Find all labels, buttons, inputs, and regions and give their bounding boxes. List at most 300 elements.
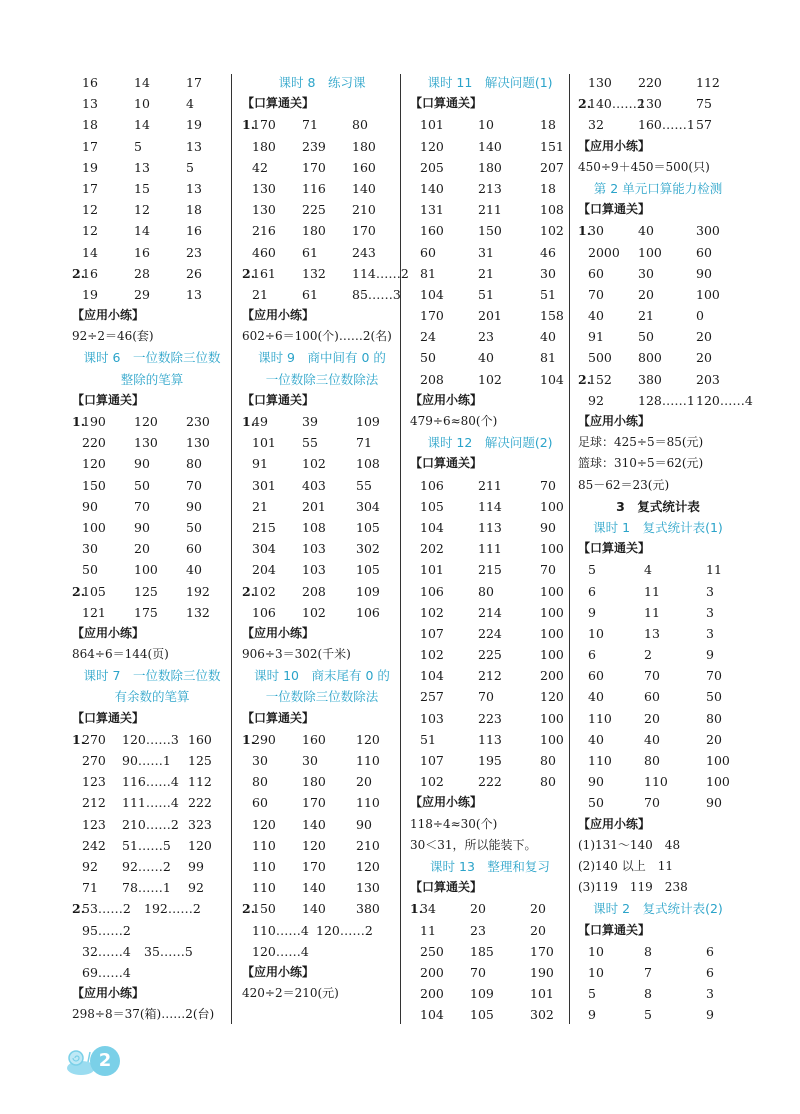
- answer-row: [72, 199, 232, 220]
- answer-cell: 130: [356, 880, 380, 896]
- answer-column-4: [578, 72, 753, 1025]
- answer-cell: 92: [588, 392, 604, 408]
- answer-column-2: [242, 72, 409, 1004]
- answer-cell: 116: [302, 180, 326, 196]
- answer-cell: 170: [252, 117, 276, 133]
- answer-cell: 17: [82, 180, 98, 196]
- section-label: 【应用小练】: [242, 625, 315, 640]
- answer-cell: 24: [420, 329, 436, 345]
- answer-cell: 110: [356, 795, 380, 811]
- item-number: [410, 983, 420, 1004]
- application-answer: 298÷8＝37(箱)……2(台): [72, 1007, 215, 1022]
- answer-cell: 9: [588, 1007, 596, 1023]
- answer-cell: 101: [530, 986, 554, 1002]
- answer-cell: 20: [134, 541, 150, 557]
- item-number: [410, 623, 420, 644]
- answer-cell: 105: [356, 562, 380, 578]
- answer-cell: 6: [588, 647, 596, 663]
- answer-cell: 60: [420, 244, 436, 260]
- application-answer: 92÷2＝46(套): [72, 329, 154, 344]
- answer-cell: 203: [696, 371, 720, 387]
- answer-cell: 92: [82, 858, 98, 874]
- answer-row: [72, 263, 232, 284]
- answer-cell: 30: [252, 753, 268, 768]
- answer-cell: 120: [356, 731, 380, 747]
- answer-row: [410, 157, 570, 178]
- answer-row: [578, 750, 738, 771]
- answer-cell: 110: [588, 753, 612, 768]
- answer-cell: 3: [706, 625, 714, 641]
- answer-cell: 110: [252, 858, 276, 874]
- item-number: [410, 708, 420, 729]
- answer-row: [242, 199, 402, 220]
- item-number: 1.: [72, 731, 86, 747]
- answer-cell: 110: [252, 880, 276, 896]
- item-number: [410, 665, 420, 686]
- answer-cell: 20: [696, 329, 712, 345]
- answer-cell: 18: [540, 180, 556, 196]
- answer-cell: 99: [188, 858, 204, 874]
- answer-cell: 160: [420, 223, 444, 239]
- answer-row: [72, 220, 232, 241]
- answer-cell: 90: [356, 816, 372, 832]
- section-label: 【应用小练】: [578, 816, 651, 831]
- section-label: 【应用小练】: [578, 138, 651, 153]
- answer-row: [410, 559, 570, 580]
- section-label: 【应用小练】: [72, 625, 145, 640]
- item-number: [72, 792, 82, 813]
- answer-row: [410, 750, 570, 771]
- answer-row: [578, 686, 738, 707]
- section-label: 【口算通关】: [410, 456, 483, 471]
- item-number: [242, 475, 252, 496]
- answer-cell: 301: [252, 477, 276, 493]
- answer-cell: 215: [252, 519, 276, 535]
- item-number: [578, 326, 588, 347]
- item-number: [410, 284, 420, 305]
- item-number: [578, 962, 588, 983]
- answer-cell: 195: [478, 753, 502, 768]
- answer-cell: 55: [302, 435, 318, 451]
- answer-cell: 216: [252, 223, 276, 239]
- answer-cell: 7: [644, 964, 652, 980]
- item-number: [242, 771, 252, 792]
- answer-cell: 114……2: [352, 265, 409, 281]
- item-number: [72, 136, 82, 157]
- answer-row: [410, 729, 570, 750]
- answer-cell: 32: [588, 117, 604, 133]
- answer-cell: 161: [252, 265, 276, 281]
- answer-cell: 102: [252, 583, 276, 599]
- application-answer: 30＜31，所以能装下。: [410, 837, 537, 852]
- answer-cell: 81: [540, 350, 556, 366]
- answer-cell: [316, 941, 386, 962]
- answer-cell: 106: [420, 477, 444, 493]
- item-number: [410, 750, 420, 771]
- answer-cell: 200: [420, 964, 444, 980]
- answer-cell: 104: [420, 668, 444, 684]
- test-heading: 第 2 单元口算能力检测: [593, 180, 723, 196]
- item-number: [72, 856, 82, 877]
- answer-row: [242, 877, 402, 898]
- answer-row: [72, 114, 232, 135]
- answer-cell: 101: [420, 562, 444, 578]
- answer-cell: 208: [420, 371, 444, 387]
- answer-cell: 107: [420, 753, 444, 768]
- answer-row: [242, 581, 402, 602]
- item-number: [410, 1004, 420, 1025]
- answer-row: [578, 326, 738, 347]
- answer-cell: 160: [302, 731, 326, 747]
- answer-cell: 130: [638, 96, 662, 112]
- answer-row: [578, 602, 738, 623]
- answer-row: [72, 242, 232, 263]
- answer-cell: 70: [588, 286, 604, 302]
- answer-row: [410, 305, 570, 326]
- answer-row: [578, 729, 738, 750]
- lesson-heading: 课时 6 一位数除三位数: [83, 350, 221, 366]
- answer-cell: 19: [186, 117, 202, 133]
- answer-cell: 40: [540, 329, 556, 345]
- answer-cell: 90: [82, 498, 98, 514]
- answer-cell: 222: [188, 795, 212, 811]
- answer-cell: 40: [588, 731, 604, 747]
- item-number: [410, 920, 420, 941]
- application-answer: 118÷4≈30(个): [410, 816, 498, 831]
- answer-cell: 120: [420, 138, 444, 154]
- item-number: [410, 517, 420, 538]
- answer-cell: 131: [420, 202, 444, 218]
- answer-row: [72, 475, 232, 496]
- answer-row: [242, 814, 402, 835]
- answer-row: [578, 644, 738, 665]
- answer-row: [72, 517, 232, 538]
- section-label: 【应用小练】: [410, 795, 483, 810]
- answer-cell: 34: [420, 901, 436, 917]
- answer-cell: 152: [588, 371, 612, 387]
- answer-cell: 9: [706, 1007, 714, 1023]
- answer-cell: 60: [696, 244, 712, 260]
- answer-row: [578, 1004, 738, 1025]
- item-number: [578, 72, 588, 93]
- item-number: [242, 792, 252, 813]
- item-number: [242, 750, 252, 771]
- answer-cell: 323: [188, 816, 212, 832]
- answer-cell: 170: [352, 223, 376, 239]
- item-number: 1.: [242, 117, 256, 133]
- answer-row: [578, 220, 738, 241]
- answer-cell: 111……4: [122, 795, 179, 811]
- answer-cell: 19: [82, 159, 98, 175]
- item-number: [72, 771, 82, 792]
- answer-row: [410, 347, 570, 368]
- answer-cell: 11: [420, 922, 436, 938]
- answer-cell: 109: [356, 583, 380, 599]
- answer-cell: 201: [302, 498, 326, 514]
- answer-cell: 70: [706, 668, 722, 684]
- answer-row: [72, 559, 232, 580]
- answer-cell: 220: [82, 435, 106, 451]
- answer-row: [578, 72, 738, 93]
- answer-row: [242, 453, 402, 474]
- item-number: [578, 390, 588, 411]
- answer-cell: 170: [302, 795, 326, 811]
- answer-cell: 5: [588, 986, 596, 1002]
- answer-cell: 302: [356, 541, 380, 557]
- item-number: [578, 665, 588, 686]
- item-number: 2.: [578, 371, 592, 387]
- answer-cell: 100: [706, 774, 730, 790]
- section-label: 【口算通关】: [242, 96, 315, 111]
- answer-cell: 90: [134, 456, 150, 472]
- answer-cell: 103: [420, 710, 444, 726]
- answer-cell: 104: [420, 519, 444, 535]
- answer-cell: 90: [134, 519, 150, 535]
- answer-row: [410, 1004, 570, 1025]
- answer-cell: 116……4: [122, 774, 179, 790]
- answer-cell: 120……2: [316, 922, 373, 938]
- answer-cell: 46: [540, 244, 556, 260]
- answer-cell: 140……2: [588, 96, 645, 112]
- answer-cell: 121: [82, 604, 106, 620]
- answer-cell: 151: [540, 138, 564, 154]
- answer-cell: 70: [540, 562, 556, 578]
- section-label: 【应用小练】: [578, 414, 651, 428]
- item-number: [72, 814, 82, 835]
- answer-row: [578, 390, 753, 411]
- answer-cell: 61: [302, 244, 318, 260]
- answer-cell: 100: [706, 753, 730, 768]
- answer-cell: 132: [302, 265, 326, 281]
- item-number: [72, 242, 82, 263]
- item-number: [242, 220, 252, 241]
- answer-row: [410, 581, 570, 602]
- answer-row: [72, 750, 232, 771]
- answer-cell: 120……3: [122, 731, 179, 747]
- item-number: [242, 835, 252, 856]
- answer-cell: 108: [302, 519, 326, 535]
- answer-cell: 110……4: [252, 922, 309, 938]
- answer-cell: 12: [134, 202, 150, 218]
- answer-cell: 130: [252, 180, 276, 196]
- answer-row: [72, 898, 232, 919]
- answer-cell: 40: [186, 562, 202, 578]
- answer-cell: 90: [706, 795, 722, 811]
- answer-cell: 70: [478, 689, 494, 705]
- answer-row: [410, 263, 570, 284]
- answer-cell: 113: [478, 519, 502, 535]
- answer-cell: 132: [186, 604, 210, 620]
- answer-row: [578, 623, 738, 644]
- answer-cell: 23: [186, 244, 202, 260]
- answer-row: [578, 284, 738, 305]
- item-number: [578, 559, 588, 580]
- section-label: 【应用小练】: [72, 986, 145, 1001]
- answer-cell: 4: [186, 96, 194, 112]
- item-number: [578, 263, 588, 284]
- answer-cell: 102: [302, 456, 326, 472]
- answer-cell: 239: [302, 138, 326, 154]
- answer-cell: 270: [82, 731, 106, 747]
- answer-row: [578, 581, 738, 602]
- answer-cell: 70: [470, 964, 486, 980]
- answer-cell: 120: [82, 456, 106, 472]
- answer-cell: 90: [186, 498, 202, 514]
- answer-row: [72, 856, 232, 877]
- answer-cell: 50: [420, 350, 436, 366]
- answer-column-3: [410, 72, 570, 1025]
- answer-cell: 42: [252, 159, 268, 175]
- answer-cell: 180: [478, 159, 502, 175]
- item-number: [578, 771, 588, 792]
- item-number: [410, 475, 420, 496]
- answer-cell: 800: [638, 350, 662, 366]
- answer-cell: 210: [352, 202, 376, 218]
- answer-row: [242, 475, 402, 496]
- answer-cell: 4: [644, 562, 652, 578]
- answer-cell: 60: [186, 541, 202, 557]
- answer-cell: 100: [638, 244, 662, 260]
- item-number: 1.: [242, 414, 256, 429]
- item-number: [578, 114, 588, 135]
- item-number: [242, 432, 252, 453]
- item-number: [410, 686, 420, 707]
- answer-cell: 11: [644, 604, 660, 620]
- answer-cell: 53……2: [82, 901, 131, 917]
- section-label: 【口算通关】: [410, 96, 483, 111]
- answer-cell: 107: [420, 625, 444, 641]
- item-number: [242, 602, 252, 623]
- answer-cell: 304: [252, 541, 276, 557]
- answer-cell: 71: [82, 880, 98, 896]
- section-label: 【应用小练】: [72, 308, 145, 323]
- item-number: [72, 199, 82, 220]
- answer-cell: 80: [644, 753, 660, 768]
- answer-row: [410, 496, 570, 517]
- answer-cell: 100: [540, 583, 564, 599]
- answer-cell: 100: [540, 498, 564, 514]
- item-number: [72, 517, 82, 538]
- answer-cell: 100: [540, 731, 564, 747]
- answer-cell: 71: [356, 435, 372, 451]
- answer-row: [242, 920, 402, 941]
- answer-cell: 80: [186, 456, 202, 472]
- answer-cell: 120: [302, 837, 326, 853]
- answer-cell: 123: [82, 774, 106, 790]
- answer-cell: 80: [540, 774, 556, 790]
- answer-cell: 19: [82, 286, 98, 302]
- item-number: [578, 305, 588, 326]
- answer-cell: 300: [696, 223, 720, 239]
- answer-cell: 13: [82, 96, 98, 112]
- answer-cell: 175: [134, 604, 158, 620]
- answer-row: [72, 602, 232, 623]
- answer-cell: 3: [706, 986, 714, 1002]
- item-number: [242, 814, 252, 835]
- section-label: 【口算通关】: [242, 392, 315, 407]
- answer-cell: 113: [478, 731, 502, 747]
- item-number: [242, 920, 252, 941]
- answer-cell: 16: [186, 223, 202, 239]
- answer-row: [578, 771, 738, 792]
- application-answer: (1)131～140 48: [578, 837, 681, 852]
- item-number: [72, 178, 82, 199]
- answer-row: [410, 771, 570, 792]
- answer-cell: 380: [638, 371, 662, 387]
- answer-cell: 242: [82, 837, 106, 853]
- answer-row: [72, 771, 232, 792]
- answer-row: [410, 242, 570, 263]
- answer-row: [578, 941, 738, 962]
- application-answer: 906÷3＝302(千米): [242, 647, 351, 662]
- answer-cell: 140: [302, 901, 326, 917]
- answer-cell: 190: [530, 964, 554, 980]
- item-number: 1.: [410, 901, 424, 917]
- answer-cell: 212: [478, 668, 502, 684]
- answer-row: [242, 602, 402, 623]
- answer-row: [242, 178, 402, 199]
- answer-row: [410, 920, 570, 941]
- answer-row: [242, 898, 402, 919]
- answer-cell: 40: [588, 308, 604, 324]
- application-answer: 85－62＝23(元): [578, 477, 670, 492]
- answer-row: [72, 72, 232, 93]
- answer-cell: 180: [302, 774, 326, 790]
- answer-cell: 49: [252, 414, 268, 429]
- answer-cell: 192……2: [144, 901, 201, 917]
- answer-cell: 70: [134, 498, 150, 514]
- answer-row: [242, 792, 402, 813]
- lesson-heading: 课时 9 商中间有 0 的: [258, 350, 386, 366]
- answer-cell: 10: [478, 117, 494, 133]
- item-number: [72, 538, 82, 559]
- answer-cell: 35……5: [144, 943, 193, 959]
- answer-cell: 13: [186, 180, 202, 196]
- item-number: [72, 220, 82, 241]
- answer-cell: 70: [540, 477, 556, 493]
- item-number: [410, 220, 420, 241]
- item-number: [72, 93, 82, 114]
- answer-cell: 5: [588, 562, 596, 578]
- answer-cell: 302: [530, 1007, 554, 1023]
- answer-cell: 30: [82, 541, 98, 557]
- answer-cell: 17: [186, 75, 202, 90]
- answer-cell: 104: [540, 371, 564, 387]
- answer-cell: 105: [470, 1007, 494, 1023]
- lesson-heading: 课时 2 复式统计表(2): [593, 901, 723, 917]
- answer-cell: 215: [478, 562, 502, 578]
- item-number: [578, 623, 588, 644]
- answer-cell: 0: [696, 308, 704, 324]
- answer-row: [72, 581, 232, 602]
- answer-cell: 170: [530, 943, 554, 959]
- answer-cell: 105: [420, 498, 444, 514]
- answer-cell: 102: [420, 604, 444, 620]
- answer-row: [578, 347, 738, 368]
- lesson-heading: 课时 7 一位数除三位数: [83, 668, 221, 684]
- answer-cell: 125: [188, 753, 212, 768]
- answer-cell: 110: [356, 753, 380, 768]
- answer-row: [72, 920, 232, 941]
- item-number: [410, 178, 420, 199]
- answer-row: [410, 136, 570, 157]
- item-number: [410, 326, 420, 347]
- answer-cell: 100: [82, 519, 106, 535]
- answer-cell: 40: [638, 223, 654, 239]
- chapter-heading: 3 复式统计表: [616, 498, 700, 514]
- item-number: [72, 284, 82, 305]
- answer-cell: 140: [420, 180, 444, 196]
